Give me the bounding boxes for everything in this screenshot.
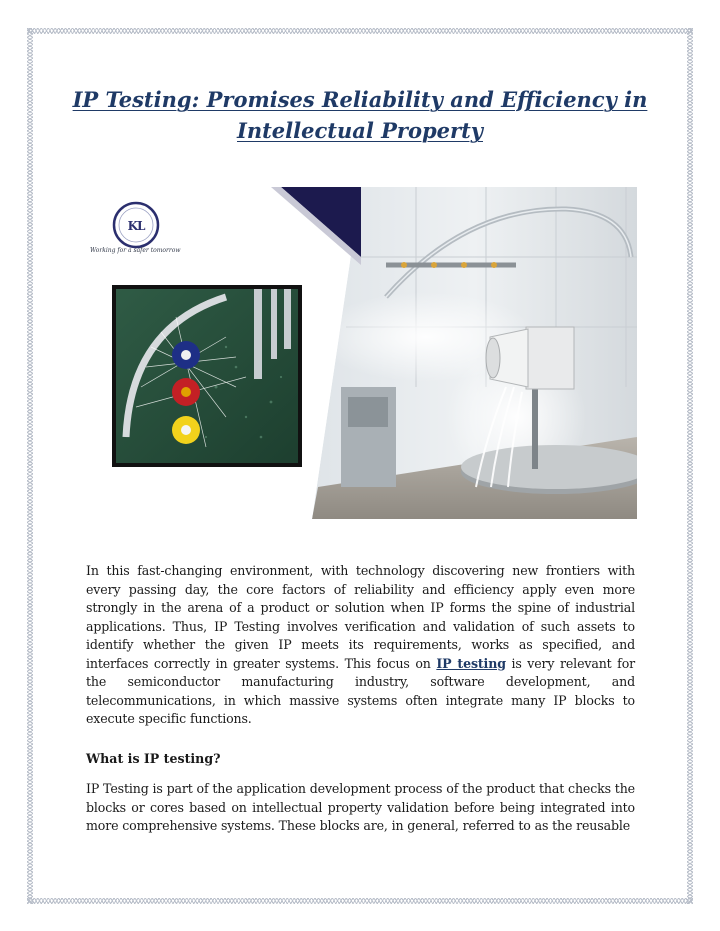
logo-tagline: Working for a safer tomorrow [90,247,181,254]
page-border-right [687,28,693,904]
page-border-bottom [27,898,693,904]
intro-text-after: is very relevant for the semiconductor manufacturing industry, software development, and telecommunications, in which massive systems often integrate many IP blocks to execute specific functions. [86,655,635,726]
hero-illustration [86,187,637,519]
section-heading: What is IP testing? [86,751,221,766]
section-paragraph: IP Testing is part of the application development process of the product that checks the blocks or cores based on intellectual property validation before being integrated into more comprehensive systems. These blocks are, in general, referred to as the reusable [86,781,635,833]
page-border-left [27,28,33,904]
logo-text: KL [127,219,145,233]
hero-image [86,187,637,519]
page-border-top [27,28,693,34]
intro-paragraph [86,562,635,729]
intro-text-before: In this fast-changing environment, with technology discovering new frontiers with every passing day, the core factors of reliability and efficiency apply even more strongly in the arena of a product or solution when IP forms the spine of industrial applications. Thus, IP Testing involves verification and validation of such assets to identify whether the given IP meets its requirements, works as specified, and interfaces correctly in greater systems. This focus on [86,563,635,671]
page-title: IP Testing: Promises Reliability and Efficiency in Intellectual Property [72,87,648,143]
ip-testing-link[interactable]: IP testing [436,655,506,671]
loudspeaker [526,327,574,389]
